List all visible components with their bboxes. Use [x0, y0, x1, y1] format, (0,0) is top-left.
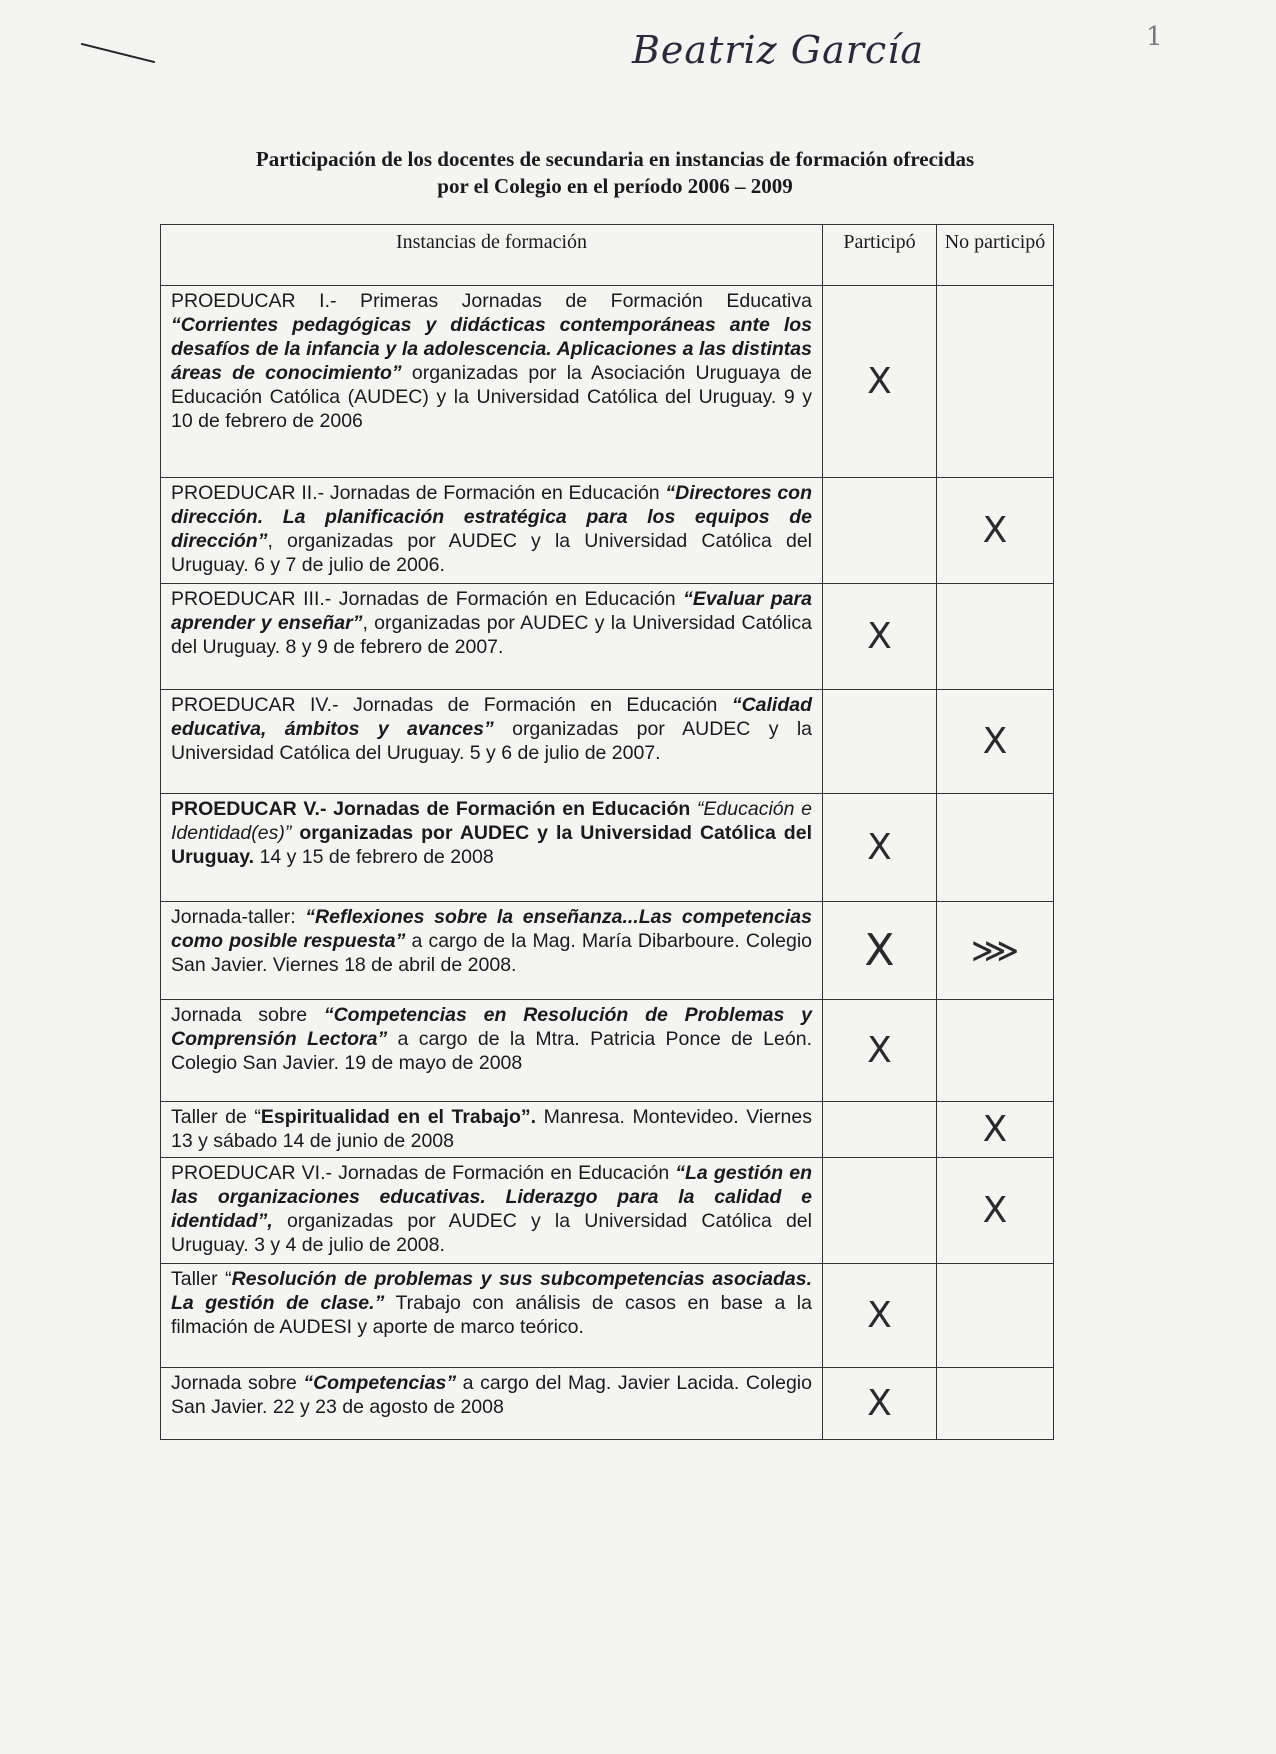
row-description: Jornada sobre “Competencias en Resolución de Problemas y Comprensión Lectora” a cargo de la Mtra. Patricia Ponce de León. Colegio San Javier. 19 de mayo de 2008: [161, 1000, 823, 1102]
table-row: [161, 1158, 1054, 1264]
header-instancias: Instancias de formación: [161, 225, 823, 286]
row-description: PROEDUCAR V.- Jornadas de Formación en Educación “Educación e Identidad(es)” organizadas por AUDEC y la Universidad Católica del Uruguay. 14 y 15 de febrero de 2008: [161, 794, 823, 902]
no-participo-cell: [937, 584, 1054, 690]
no-participo-cell: [937, 1000, 1054, 1102]
table-row: [161, 794, 1054, 902]
participo-cell: [823, 794, 937, 902]
training-table: [160, 224, 1054, 1440]
participo-cell: [823, 478, 937, 584]
participo-cell: [823, 902, 937, 1000]
no-participo-cell: [937, 794, 1054, 902]
table-row: [161, 286, 1054, 478]
row-description: Jornada-taller: “Reflexiones sobre la enseñanza...Las competencias como posible respuesta” a cargo de la Mag. María Dibarboure. Colegio San Javier. Viernes 18 de abril de 2008.: [161, 902, 823, 1000]
participo-cell: [823, 1000, 937, 1102]
participo-cell: [823, 690, 937, 794]
check-mark-icon: X: [864, 925, 895, 976]
table-row: [161, 1264, 1054, 1368]
check-mark-icon: X: [982, 510, 1008, 551]
page-number: 1: [1146, 22, 1163, 52]
check-mark-icon: X: [867, 1295, 892, 1336]
row-description: Jornada sobre “Competencias” a cargo del Mag. Javier Lacida. Colegio San Javier. 22 y 23 de agosto de 2008: [161, 1368, 823, 1440]
no-participo-cell: [937, 690, 1054, 794]
check-mark-icon: X: [982, 1109, 1008, 1150]
no-participo-cell: [937, 478, 1054, 584]
participo-cell: [823, 1264, 937, 1368]
row-description: Taller “Resolución de problemas y sus subcompetencias asociadas. La gestión de clase.” Trabajo con análisis de casos en base a la filmación de AUDESI y aporte de marco teórico.: [161, 1264, 823, 1368]
table-row: [161, 478, 1054, 584]
check-mark-icon: X: [982, 721, 1008, 762]
table-row: [161, 902, 1054, 1000]
participo-cell: [823, 584, 937, 690]
title-line-2: por el Colegio en el período 2006 – 2009: [437, 174, 793, 198]
table-row: [161, 690, 1054, 794]
header-participo: Participó: [823, 225, 937, 286]
check-mark-icon: X: [867, 361, 892, 402]
row-description: PROEDUCAR III.- Jornadas de Formación en Educación “Evaluar para aprender y enseñar”, organizadas por AUDEC y la Universidad Católica del Uruguay. 8 y 9 de febrero de 2007.: [161, 584, 823, 690]
row-description: PROEDUCAR VI.- Jornadas de Formación en Educación “La gestión en las organizaciones educativas. Liderazgo para la calidad e identidad”, organizadas por AUDEC y la Universidad Católica del Uruguay. 3 y 4 de julio de 2008.: [161, 1158, 823, 1264]
check-mark-icon: X: [867, 1383, 892, 1424]
table-header-row: [161, 225, 1054, 286]
no-participo-cell: [937, 286, 1054, 478]
no-participo-cell: [937, 1264, 1054, 1368]
check-mark-icon: X: [982, 1190, 1008, 1231]
header-no-participo: No participó: [937, 225, 1054, 286]
row-description: PROEDUCAR IV.- Jornadas de Formación en Educación “Calidad educativa, ámbitos y avances” organizadas por AUDEC y la Universidad Católica del Uruguay. 5 y 6 de julio de 2007.: [161, 690, 823, 794]
handwritten-signature: Beatriz García: [632, 28, 925, 72]
scribble-mark-icon: ⋙: [970, 930, 1020, 971]
participo-cell: [823, 1102, 937, 1158]
participo-cell: [823, 1368, 937, 1440]
row-description: Taller de “Espiritualidad en el Trabajo”. Manresa. Montevideo. Viernes 13 y sábado 14 de junio de 2008: [161, 1102, 823, 1158]
check-mark-icon: X: [867, 616, 892, 657]
table-row: [161, 1000, 1054, 1102]
check-mark-icon: X: [867, 1030, 892, 1071]
no-participo-cell: [937, 902, 1054, 1000]
row-description: PROEDUCAR I.- Primeras Jornadas de Formación Educativa “Corrientes pedagógicas y didácticas contemporáneas ante los desafíos de la infancia y la adolescencia. Aplicaciones a las distintas áreas de conocimiento” organizadas por la Asociación Uruguaya de Educación Católica (AUDEC) y la Universidad Católica del Uruguay. 9 y 10 de febrero de 2006: [161, 286, 823, 478]
participo-cell: [823, 1158, 937, 1264]
document-title: [150, 146, 1080, 200]
table-row: [161, 1368, 1054, 1440]
participo-cell: [823, 286, 937, 478]
no-participo-cell: [937, 1368, 1054, 1440]
table-row: [161, 584, 1054, 690]
title-line-1: Participación de los docentes de secundaria en instancias de formación ofrecidas: [255, 147, 975, 171]
check-mark-icon: X: [867, 827, 892, 868]
no-participo-cell: [937, 1102, 1054, 1158]
table-row: [161, 1102, 1054, 1158]
row-description: PROEDUCAR II.- Jornadas de Formación en Educación “Directores con dirección. La planificación estratégica para los equipos de dirección”, organizadas por AUDEC y la Universidad Católica del Uruguay. 6 y 7 de julio de 2006.: [161, 478, 823, 584]
no-participo-cell: [937, 1158, 1054, 1264]
pen-stroke: [81, 43, 155, 63]
